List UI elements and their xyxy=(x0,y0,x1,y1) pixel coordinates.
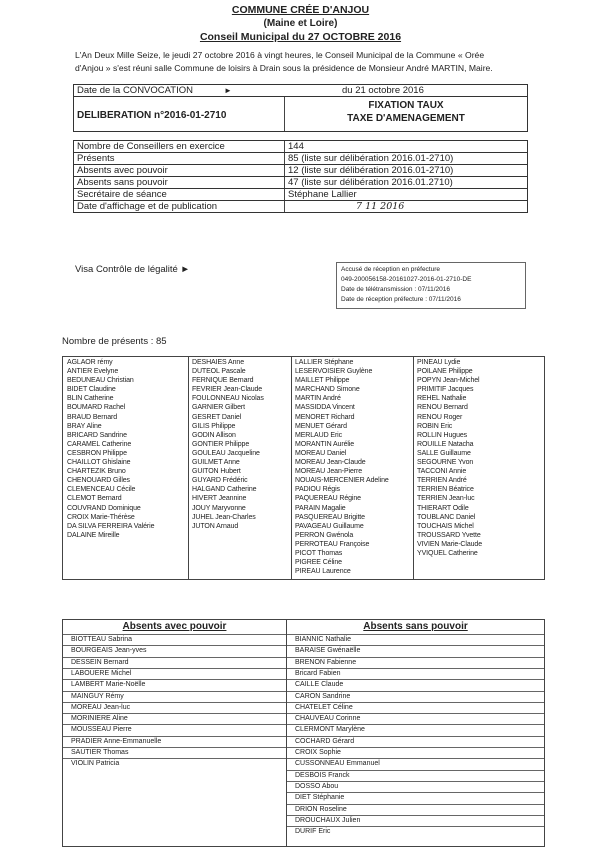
absent-name: CROIX Sophie xyxy=(295,749,341,756)
presents-name: SEGOURNE Yvon xyxy=(417,459,474,467)
absent-row xyxy=(287,815,544,826)
absent-row xyxy=(287,657,544,668)
presents-name: PERRON Gwénola xyxy=(295,531,354,539)
absent-row xyxy=(63,668,286,679)
presents-name: GESRET Daniel xyxy=(192,413,242,421)
subject-line-2: TAXE D'AMENAGEMENT xyxy=(347,113,465,124)
presents-name: CARAMEL Catherine xyxy=(67,440,132,448)
absent-row xyxy=(63,679,286,690)
absents-sans-title: Absents sans pouvoir xyxy=(363,621,468,632)
presents-name: PICOT Thomas xyxy=(295,549,343,557)
visa-label: Visa Contrôle de légalité ► xyxy=(75,264,190,275)
presents-name: MAILLET Philippe xyxy=(295,377,350,385)
absent-name: DIET Stéphanie xyxy=(295,794,345,802)
absent-row xyxy=(287,747,544,758)
absent-row xyxy=(287,713,544,724)
presents-name: CHAILLOT Ghislaine xyxy=(67,459,131,467)
absent-name: VIOLIN Patricia xyxy=(71,760,120,768)
presents-name: CLEMENCEAU Cécile xyxy=(67,486,136,494)
absent-row xyxy=(63,691,286,702)
absent-row xyxy=(287,668,544,679)
absent-name: COCHARD Gérard xyxy=(295,737,355,745)
presents-name: BIDET Claudine xyxy=(67,386,116,394)
absent-name: Bricard Fabien xyxy=(295,669,341,677)
council-title: Conseil Municipal du 27 OCTOBRE 2016 xyxy=(199,31,402,43)
presents-name: DESHAIES Anne xyxy=(192,359,245,366)
presents-name: DA SILVA FERREIRA Valérie xyxy=(67,522,155,530)
stamp-line: Accusé de réception en préfecture xyxy=(341,266,441,273)
absent-row xyxy=(63,645,286,656)
absent-name: BRENON Fabienne xyxy=(295,658,357,666)
presents-name: PIREAU Laurence xyxy=(295,568,351,576)
absent-row xyxy=(287,679,544,690)
presents-name: BOUMARD Rachel xyxy=(67,404,126,412)
presents-name: TERRIEN Jean-luc xyxy=(417,495,475,503)
presents-name: PAVAGEAU Guillaume xyxy=(295,522,364,530)
presents-name: PASQUEREAU Brigitte xyxy=(295,513,365,521)
presents-name: COUVRAND Dominique xyxy=(67,504,141,512)
presents-name: CLEMOT Bernard xyxy=(67,495,122,503)
presents-name: MOREAU Daniel xyxy=(295,449,347,457)
presents-name: YVIQUEL Catherine xyxy=(417,549,478,557)
presents-name: FEVRIER Jean-Claude xyxy=(192,386,263,394)
info-value: Stéphane Lallier xyxy=(288,189,357,200)
absent-row xyxy=(287,736,544,747)
absent-row xyxy=(287,770,544,781)
absent-name: LABOUERE Michel xyxy=(71,669,132,677)
presents-name: PAQUEREAU Régine xyxy=(295,495,361,503)
info-label: Date d'affichage et de publication xyxy=(77,201,218,212)
info-row xyxy=(73,200,528,213)
presents-name: NOUAIS-MERCENIER Adeline xyxy=(295,477,389,485)
presents-name: ROBIN Eric xyxy=(417,422,453,430)
absent-row xyxy=(287,724,544,735)
absent-row xyxy=(63,657,286,668)
presents-name: GODIN Allison xyxy=(192,431,236,439)
presents-name: POPYN Jean-Michel xyxy=(417,377,480,385)
info-label: Secrétaire de séance xyxy=(77,189,167,200)
deliberation-block xyxy=(73,96,528,132)
presents-name: TERRIEN Béatrice xyxy=(417,486,474,494)
presents-name: THIERART Odile xyxy=(417,504,469,512)
absent-row xyxy=(287,702,544,713)
presents-name: SALLE Guillaume xyxy=(417,449,471,457)
presents-name: HIVERT Jeannine xyxy=(192,495,247,503)
intro-line-2: d'Anjou » s'est réuni salle Commune de loisirs à Drain sous la présidence de Monsieur André MARTIN, Maire. xyxy=(75,63,493,73)
presents-table xyxy=(62,356,545,580)
handwritten-date: 7 11 2016 xyxy=(356,201,405,212)
info-value: 144 xyxy=(288,141,304,152)
absent-name: MOUSSEAU Pierre xyxy=(71,726,132,734)
presents-name: TOUCHAIS Michel xyxy=(417,522,474,530)
reception-stamp xyxy=(336,262,526,309)
absent-row xyxy=(287,826,544,837)
presents-column-4 xyxy=(417,358,482,558)
absent-name: PRADIER Anne-Emmanuelle xyxy=(71,737,162,745)
intro-line-1: L'An Deux Mille Seize, le jeudi 27 octobre 2016 à vingt heures, le Conseil Municipal de la Commune « Orée xyxy=(75,50,485,60)
presents-name: BRAUD Bernard xyxy=(67,413,118,421)
presents-name: FERNIQUE Bernard xyxy=(192,377,254,385)
presents-column-3 xyxy=(295,358,389,576)
presents-name: CESBRON Philippe xyxy=(67,449,127,457)
presents-name: VIVIEN Marie-Claude xyxy=(417,540,483,548)
presents-name: PADIOU Régis xyxy=(295,486,340,494)
subject-line-1: FIXATION TAUX xyxy=(368,100,444,111)
stamp-line: 049-200056158-20161027-2016-01-2710-DE xyxy=(341,276,472,283)
presents-name: RENOU Roger xyxy=(417,413,463,421)
presents-name: JOUY Maryvonne xyxy=(192,504,246,512)
presents-name: BRICARD Sandrine xyxy=(67,431,127,439)
info-label: Absents sans pouvoir xyxy=(77,177,168,188)
info-value: 12 (liste sur délibération 2016.01-2710) xyxy=(288,165,454,176)
absent-row xyxy=(63,713,286,724)
presents-name: TACCONI Annie xyxy=(417,468,467,476)
presents-column-2 xyxy=(192,358,264,531)
absent-row xyxy=(287,781,544,792)
absent-name: BIANNIC Nathalie xyxy=(295,636,352,643)
presents-name: PERROTEAU Françoise xyxy=(295,540,370,548)
presents-name: BRAY Aline xyxy=(67,422,102,430)
presents-name: CHENOUARD Gilles xyxy=(67,477,130,485)
presents-name: MERLAUD Eric xyxy=(295,431,343,439)
presents-name: GUYARD Frédéric xyxy=(192,477,248,485)
presents-name: TOUBLANC Daniel xyxy=(417,513,476,521)
presents-name: MENUET Gérard xyxy=(295,422,347,430)
presents-name: BLIN Catherine xyxy=(67,395,114,403)
absents-table xyxy=(62,619,545,847)
info-value: 85 (liste sur délibération 2016.01-2710) xyxy=(288,153,454,164)
absents-avec-title: Absents avec pouvoir xyxy=(122,621,227,632)
absent-row xyxy=(63,702,286,713)
absent-name: BARAISE Gwénaëlle xyxy=(295,647,361,655)
presents-name: POILANE Philippe xyxy=(417,368,473,376)
presents-name: HALGAND Catherine xyxy=(192,486,257,494)
absent-row xyxy=(63,736,286,747)
presents-name: MENORET Richard xyxy=(295,413,355,421)
absent-name: BIOTTEAU Sabrina xyxy=(71,636,133,643)
presents-name: FOULONNEAU Nicolas xyxy=(192,395,264,403)
absent-name: DOSSO Abou xyxy=(295,782,339,790)
absent-row xyxy=(287,691,544,702)
presents-name: LESERVOISIER Guylène xyxy=(295,368,373,376)
presents-name: GARNIER Gilbert xyxy=(192,404,245,412)
region-subtitle: (Maine et Loire) xyxy=(263,18,338,29)
absent-name: CAILLE Claude xyxy=(295,681,344,689)
convocation-date: du 21 octobre 2016 xyxy=(342,85,424,96)
presents-name: REHEL Nathalie xyxy=(417,395,467,403)
stamp-line: Date de réception préfecture : 07/11/2016 xyxy=(341,296,461,303)
presents-name: GOULEAU Jacqueline xyxy=(192,449,260,457)
absent-name: MORINIERE Aline xyxy=(71,715,128,723)
presents-name: MASSIDDA Vincent xyxy=(295,404,355,412)
presents-name: RENOU Bernard xyxy=(417,404,468,412)
info-label: Présents xyxy=(77,153,115,164)
absent-row xyxy=(63,634,286,645)
presents-name: AGLAOR rémy xyxy=(67,359,113,366)
presents-name: JUHEL Jean-Charles xyxy=(192,513,256,521)
presents-name: MARTIN André xyxy=(295,395,341,403)
absent-name: LAMBERT Marie-Noëlle xyxy=(71,681,146,689)
info-label: Nombre de Conseillers en exercice xyxy=(77,141,225,152)
presents-name: CROIX Marie-Thérèse xyxy=(67,513,135,521)
presents-name: TERRIEN André xyxy=(417,477,467,485)
absent-name: CHAUVEAU Corinne xyxy=(295,715,361,723)
absent-name: DESBOIS Franck xyxy=(295,771,350,779)
presents-name: CHARTEZIK Bruno xyxy=(67,468,126,476)
absent-name: BOURGEAIS Jean-yves xyxy=(71,647,147,655)
absent-name: MAINGUY Rémy xyxy=(71,692,124,700)
presents-name: ROLLIN Hugues xyxy=(417,431,468,439)
absent-row xyxy=(287,645,544,656)
absent-name: CHATELET Céline xyxy=(295,703,353,711)
absent-name: CUSSONNEAU Emmanuel xyxy=(295,760,380,768)
commune-title: COMMUNE CRÉE D'ANJOU xyxy=(231,4,370,16)
absent-name: CLERMONT Marylène xyxy=(295,726,365,734)
absent-row xyxy=(287,634,544,645)
presents-name: BEDUNEAU Christian xyxy=(67,377,134,385)
presents-name: LALLIER Stéphane xyxy=(295,359,354,366)
presents-name: GONTIER Philippe xyxy=(192,440,250,448)
presents-name: MOREAU Jean-Pierre xyxy=(295,468,363,476)
presents-name: PRIMITIF Jacques xyxy=(417,386,474,394)
convocation-label: Date de la CONVOCATION xyxy=(77,85,193,96)
presents-name: PIGREE Céline xyxy=(295,559,342,567)
absent-row xyxy=(287,792,544,803)
presents-name: MOREAU Jean-Claude xyxy=(295,459,366,467)
arrow-icon: ► xyxy=(224,86,232,95)
presents-name: MARCHAND Simone xyxy=(295,386,360,394)
absent-row xyxy=(63,758,286,769)
absent-row xyxy=(63,747,286,758)
presents-name: MORANTIN Aurélie xyxy=(295,440,355,448)
presents-name: DUTEOL Pascale xyxy=(192,368,246,376)
presents-name: GUITON Hubert xyxy=(192,468,241,476)
presents-name: ANTIER Evelyne xyxy=(67,368,119,376)
info-label: Absents avec pouvoir xyxy=(77,165,168,176)
absent-name: SAUTIER Thomas xyxy=(71,749,129,756)
absent-name: DESSEIN Bernard xyxy=(71,658,129,666)
absent-row xyxy=(63,724,286,735)
stamp-line: Date de télétransmission : 07/11/2016 xyxy=(341,286,451,293)
presents-name: GILIS Philippe xyxy=(192,422,236,430)
presents-count: Nombre de présents : 85 xyxy=(62,336,167,347)
presents-name: GUILMET Anne xyxy=(192,459,240,467)
absent-name: DROUCHAUX Julien xyxy=(295,816,361,824)
presents-name: PARAIN Magalie xyxy=(295,504,346,512)
presents-name: ROUILLE Natacha xyxy=(417,440,474,448)
absent-name: CARON Sandrine xyxy=(295,692,351,700)
presents-name: TROUSSARD Yvette xyxy=(417,531,481,539)
absent-name: DURIF Eric xyxy=(295,828,331,836)
absent-row xyxy=(287,758,544,769)
presents-column-1 xyxy=(67,358,154,540)
deliberation-number: DELIBERATION n°2016-01-2710 xyxy=(77,110,227,121)
info-value: 47 (liste sur délibération 2016.01.2710) xyxy=(288,177,453,188)
presents-name: DALAINE Mireille xyxy=(67,531,120,539)
absent-name: MOREAU Jean-luc xyxy=(71,703,131,711)
presents-name: JUTON Arnaud xyxy=(192,522,239,530)
absent-row xyxy=(287,804,544,815)
absent-name: DRION Roseline xyxy=(295,805,347,813)
presents-name: PINEAU Lydie xyxy=(417,359,461,366)
